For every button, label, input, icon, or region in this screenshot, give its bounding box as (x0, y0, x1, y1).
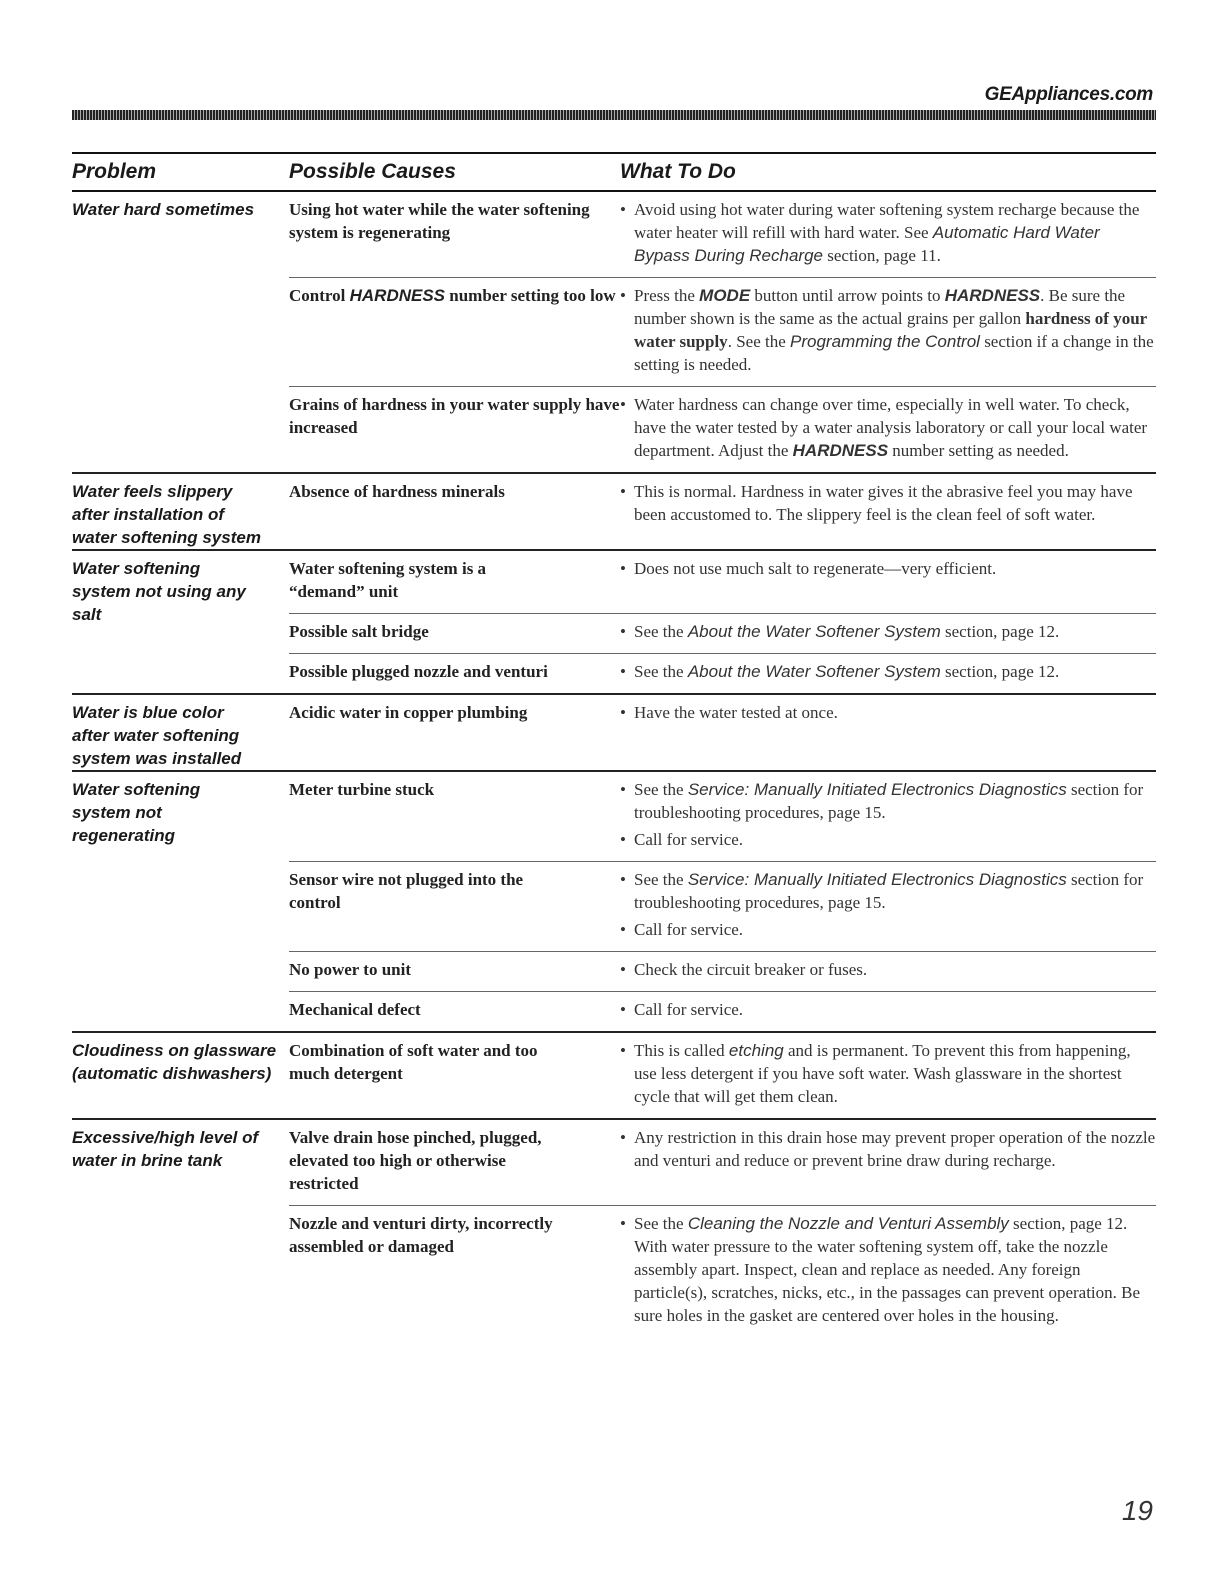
cause-text: Possible plugged nozzle and venturi (289, 662, 548, 681)
problem-group (72, 551, 1156, 695)
problem-label: Water hard sometimes (72, 200, 255, 219)
problem-label: Water softening system not using any salt (72, 559, 246, 624)
table-row (289, 861, 1156, 951)
table-row (289, 474, 1156, 536)
cause-text: Water softening system is a “demand” unit (289, 559, 487, 601)
troubleshooting-table (72, 152, 1156, 1337)
action-item: • Call for service. (620, 998, 1156, 1021)
problem-group (72, 695, 1156, 772)
action-item: • Call for service. (620, 828, 1156, 851)
table-row (289, 1205, 1156, 1337)
cause-text: Grains of hardness in your water supply have increased (289, 395, 620, 437)
action-item: • Does not use much salt to regenerate—very efficient. (620, 557, 1156, 580)
table-row (289, 1120, 1156, 1205)
action-item: • Water hardness can change over time, especially in well water. To check, have the water tested by a water analysis laboratory or call your local water department. Adjust the HARDNESS number setting as needed. (620, 393, 1156, 462)
cause-text: Mechanical defect (289, 1000, 421, 1019)
table-row (289, 551, 1156, 613)
table-row (289, 1033, 1156, 1118)
problem-group (72, 1033, 1156, 1120)
table-row (289, 951, 1156, 991)
action-item: • See the Service: Manually Initiated Electronics Diagnostics section for troubleshooting procedures, page 15. (620, 778, 1156, 824)
action-item: • This is called etching and is permanent. To prevent this from happening, use less detergent if you have soft water. Wash glassware in the shortest cycle that will get them clean. (620, 1039, 1156, 1108)
cause-text: Using hot water while the water softening system is regenerating (289, 200, 590, 242)
table-row (289, 277, 1156, 386)
cause-text: Meter turbine stuck (289, 780, 435, 799)
cause-text: Absence of hardness minerals (289, 482, 505, 501)
problem-label: Water is blue color after water softening system was installed (72, 703, 242, 768)
problem-label: Water softening system not regenerating (72, 780, 201, 845)
cause-text: No power to unit (289, 960, 411, 979)
cause-text: Sensor wire not plugged into the control (289, 870, 524, 912)
problem-label: Excessive/high level of water in brine tank (72, 1128, 259, 1170)
table-row (289, 772, 1156, 861)
action-item: • This is normal. Hardness in water gives it the abrasive feel you may have been accustomed to. The slippery feel is the clean feel of soft water. (620, 480, 1156, 526)
table-row (289, 192, 1156, 277)
cause-text: Nozzle and venturi dirty, incorrectly assembled or damaged (289, 1214, 553, 1256)
cause-text: Control HARDNESS number setting too low (289, 286, 616, 305)
action-item: • Press the MODE button until arrow points to HARDNESS. Be sure the number shown is the same as the actual grains per gallon hardness of your water supply. See the Programming the Control section if a change in the setting is needed. (620, 284, 1156, 376)
problem-group (72, 474, 1156, 551)
problem-group (72, 192, 1156, 474)
column-todo: What To Do (620, 160, 736, 183)
action-item: • Check the circuit breaker or fuses. (620, 958, 1156, 981)
action-item: • See the About the Water Softener System section, page 12. (620, 660, 1156, 683)
action-item: • Call for service. (620, 918, 1156, 941)
cause-text: Combination of soft water and too much detergent (289, 1041, 538, 1083)
table-row (289, 991, 1156, 1031)
problem-group (72, 1120, 1156, 1337)
action-item: • Have the water tested at once. (620, 701, 1156, 724)
cause-text: Acidic water in copper plumbing (289, 703, 528, 722)
table-header (72, 152, 1156, 192)
problem-group (72, 772, 1156, 1033)
problem-label: Water feels slippery after installation of water softening system (72, 482, 261, 547)
page-number: 19 (1121, 1495, 1153, 1526)
site-url: GEAppliances.com (984, 84, 1153, 105)
action-item: • Any restriction in this drain hose may prevent proper operation of the nozzle and venturi and reduce or prevent brine draw during recharge. (620, 1126, 1156, 1172)
action-item: • See the Service: Manually Initiated Electronics Diagnostics section for troubleshooting procedures, page 15. (620, 868, 1156, 914)
column-causes: Possible Causes (289, 160, 456, 183)
cause-text: Valve drain hose pinched, plugged, elevated too high or otherwise restricted (289, 1128, 542, 1193)
table-row (289, 386, 1156, 472)
header-rule (72, 110, 1156, 120)
problem-label: Cloudiness on glassware (automatic dishwashers) (72, 1041, 277, 1083)
action-item: • See the Cleaning the Nozzle and Venturi Assembly section, page 12. With water pressure to the water softening system off, take the nozzle assembly apart. Inspect, clean and replace as needed. Any foreign particle(s), scratches, nicks, etc., in the passages can prevent operation. Be sure holes in the gasket are centered over holes in the housing. (620, 1212, 1156, 1327)
table-row (289, 653, 1156, 693)
cause-text: Possible salt bridge (289, 622, 429, 641)
table-row (289, 695, 1156, 734)
action-item: • See the About the Water Softener System section, page 12. (620, 620, 1156, 643)
column-problem: Problem (72, 160, 157, 183)
table-row (289, 613, 1156, 653)
action-item: • Avoid using hot water during water softening system recharge because the water heater will refill with hard water. See Automatic Hard Water Bypass During Recharge section, page 11. (620, 198, 1156, 267)
